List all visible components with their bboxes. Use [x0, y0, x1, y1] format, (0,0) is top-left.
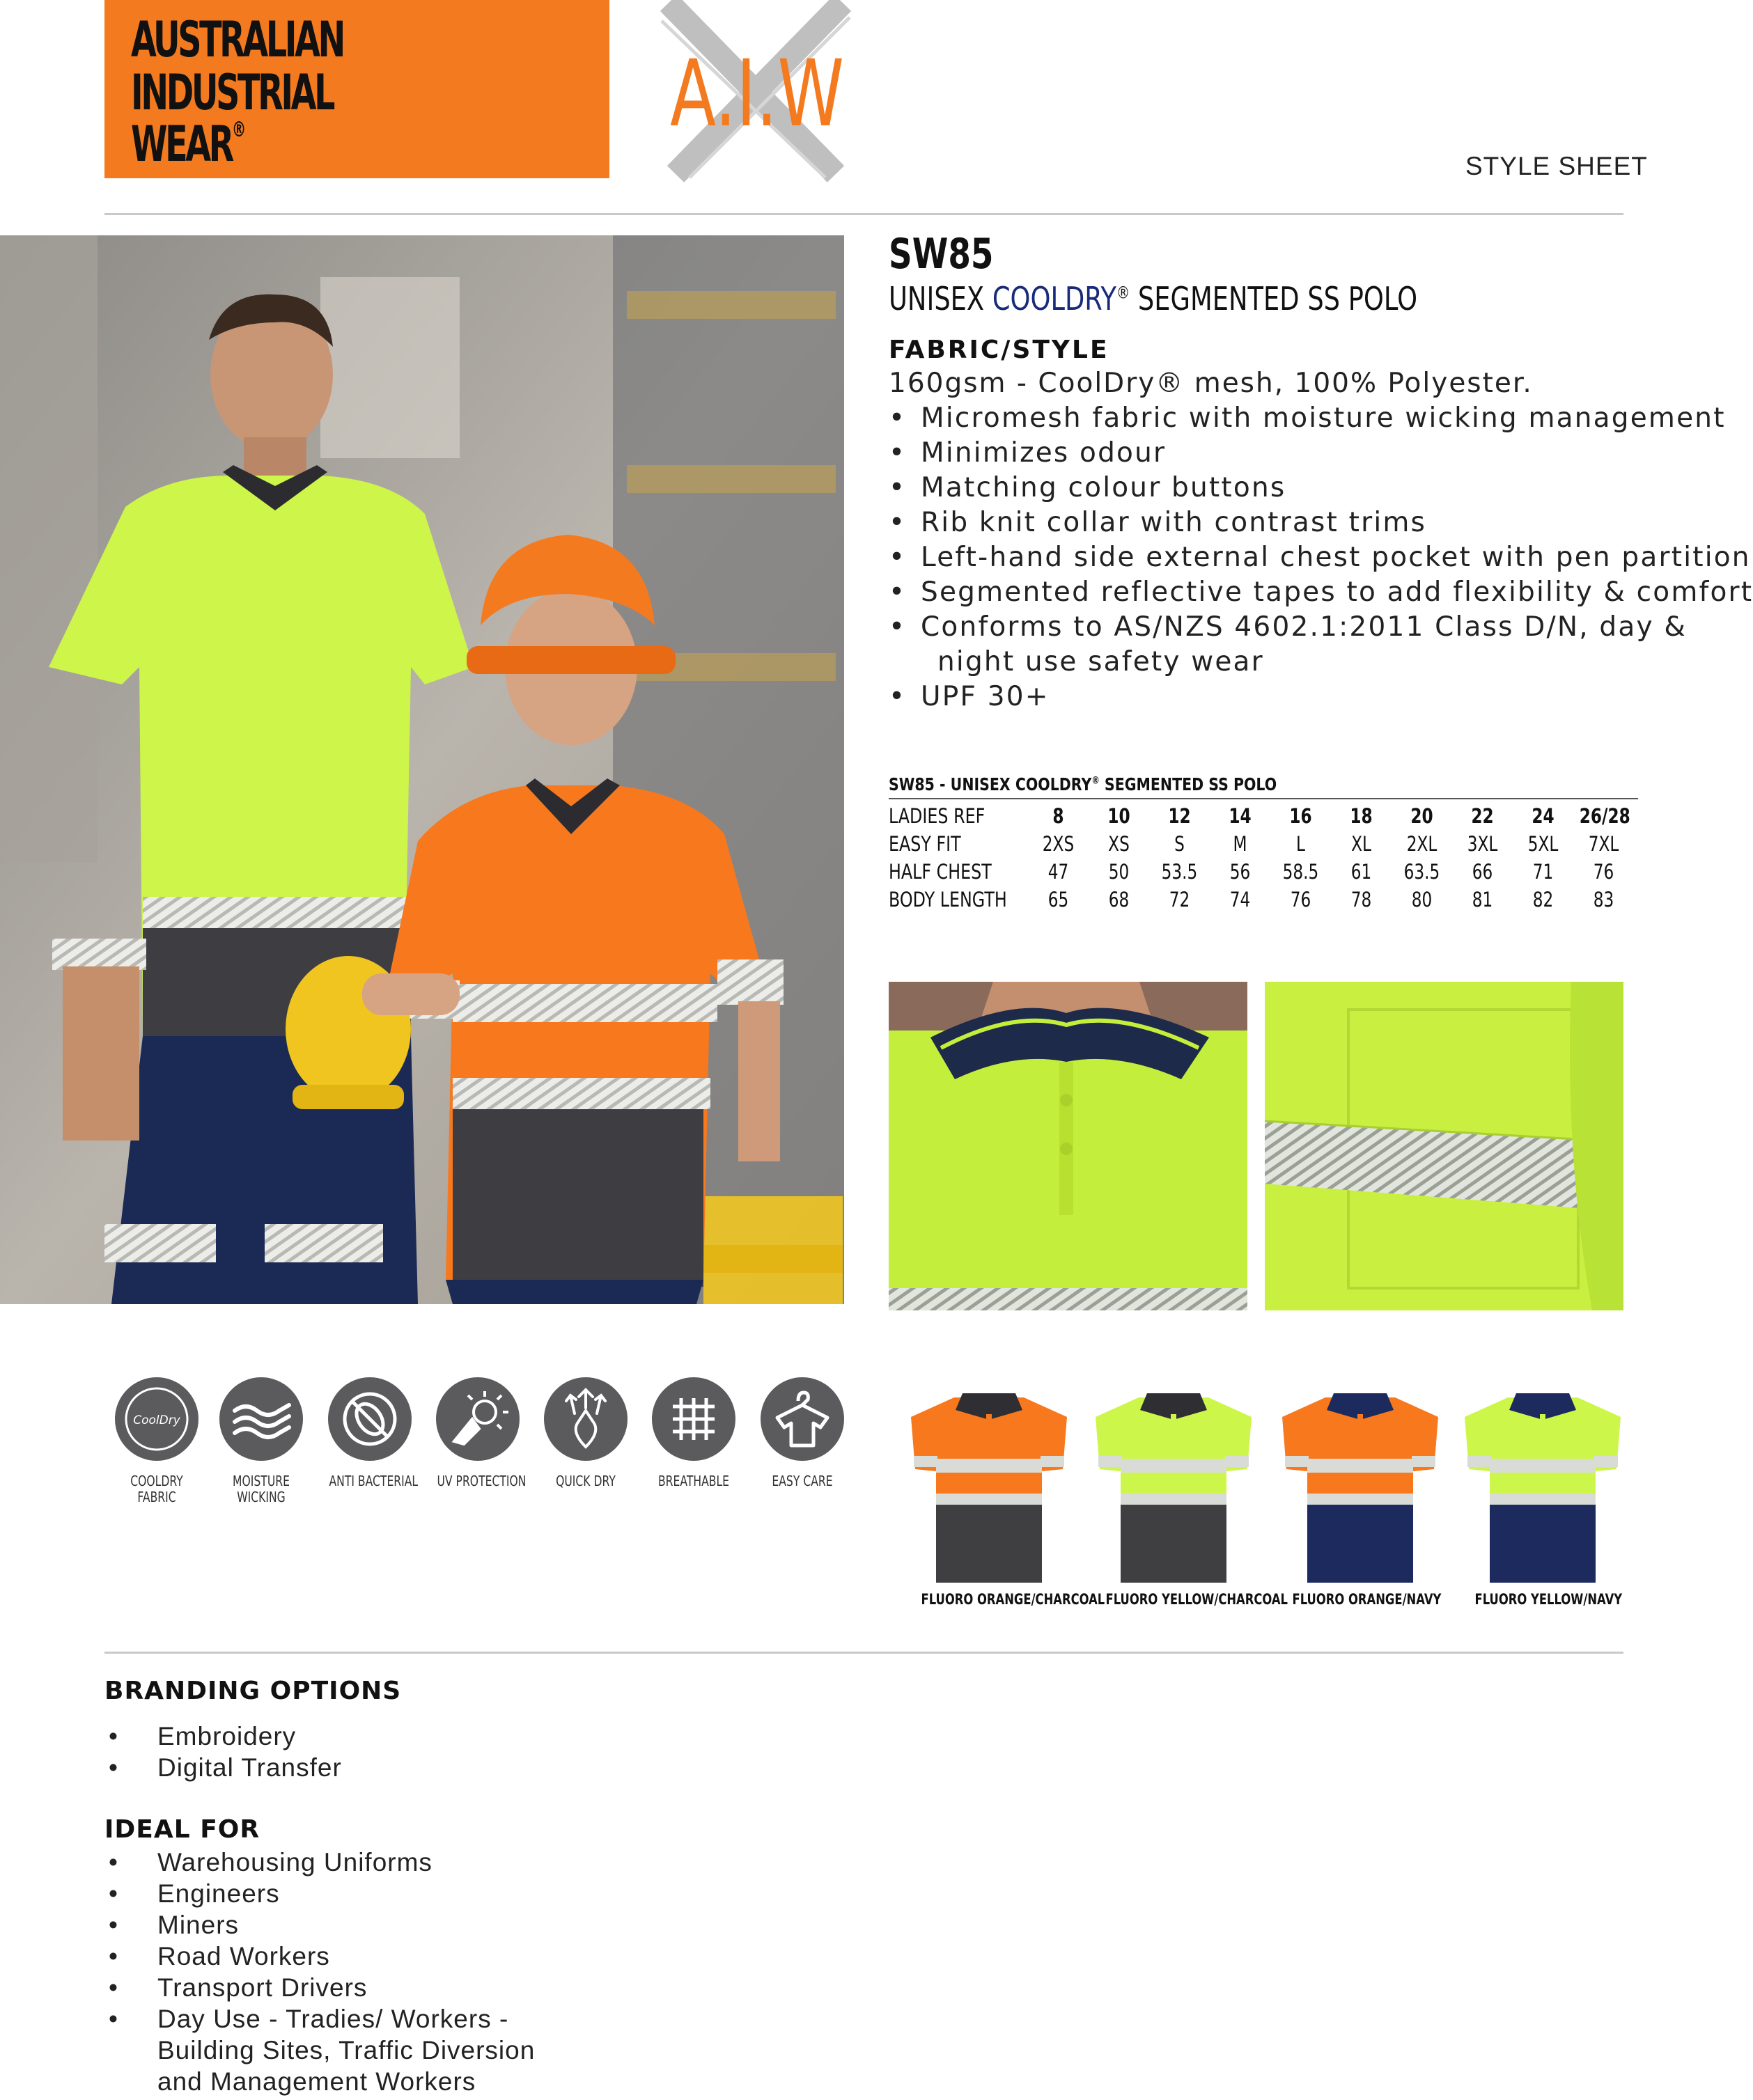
size-cell: S — [1174, 832, 1185, 856]
brand-line-2: INDUSTRIAL — [131, 64, 333, 121]
aiw-logo — [655, 0, 857, 181]
uv-protection-feature — [426, 1377, 530, 1489]
hero-photo — [0, 235, 844, 1304]
size-cell: 26/28 — [1579, 804, 1630, 828]
reflective-tape — [1307, 1494, 1413, 1505]
size-cell: 71 — [1532, 860, 1554, 884]
brand-logo-box — [104, 0, 609, 178]
size-cell: 58.5 — [1282, 860, 1319, 884]
anti-bacterial-feature — [318, 1377, 422, 1489]
fabric-description: 160gsm - CoolDry® mesh, 100% Polyester. — [889, 368, 1533, 399]
size-cell: 22 — [1471, 804, 1494, 828]
ideal-for-list — [104, 1847, 535, 2097]
size-cell: 74 — [1229, 888, 1251, 911]
colour-label: FLUORO ORANGE/NAVY — [1292, 1591, 1442, 1608]
size-cell: 14 — [1229, 804, 1252, 828]
placket — [1171, 1414, 1176, 1456]
size-cell: 76 — [1290, 888, 1311, 911]
size-cell: 65 — [1047, 888, 1069, 911]
branding-item: • Digital Transfer — [104, 1752, 342, 1783]
aiw-logo-text: A.I.W — [670, 40, 844, 148]
ideal-item: • Engineers — [104, 1878, 535, 1909]
sleeve-tape — [1285, 1456, 1309, 1467]
size-chart-rule — [889, 798, 1638, 799]
size-cell: L — [1296, 832, 1305, 856]
shirt-bottom — [1490, 1504, 1596, 1583]
size-chart-caption: SW85 - UNISEX COOLDRY® SEGMENTED SS POLO — [889, 774, 1277, 794]
size-row — [889, 830, 1638, 858]
ideal-item: • Transport Drivers — [104, 1972, 535, 2003]
size-cell: 50 — [1108, 860, 1130, 884]
size-cell: XS — [1108, 832, 1130, 856]
polo-shirt-image — [1459, 1389, 1626, 1584]
size-cell: 7XL — [1588, 832, 1619, 856]
size-cell: 82 — [1532, 888, 1554, 911]
sleeve-tape — [1098, 1456, 1122, 1467]
feature-item: • Rib knit collar with contrast trims — [889, 506, 1753, 540]
icon-label: COOLDRY FABRIC — [130, 1473, 183, 1505]
ideal-item: • Road Workers — [104, 1941, 535, 1972]
placket — [986, 1414, 992, 1456]
size-row — [889, 858, 1638, 886]
colour-label: FLUORO YELLOW/NAVY — [1474, 1591, 1623, 1608]
feature-item: • Micromesh fabric with moisture wicking management — [889, 401, 1753, 436]
size-chart — [889, 774, 1638, 914]
size-row-label: LADIES REF — [889, 804, 985, 828]
size-cell: 10 — [1107, 804, 1130, 828]
icon-label: QUICK DRY — [556, 1473, 616, 1489]
size-cell: 2XS — [1042, 832, 1075, 856]
anti-bacterial-icon — [328, 1377, 412, 1461]
size-cell: 61 — [1350, 860, 1372, 884]
footer-divider — [104, 1652, 1623, 1654]
feature-item: • Matching colour buttons — [889, 471, 1753, 506]
easy-care-icon — [761, 1377, 844, 1461]
size-cell: 68 — [1108, 888, 1130, 911]
size-cell: 24 — [1532, 804, 1555, 828]
feature-item: • Minimizes odour — [889, 436, 1753, 471]
cooldry-feature — [104, 1377, 209, 1505]
ideal-item: • Miners — [104, 1909, 535, 1941]
sleeve-tape — [1467, 1456, 1491, 1467]
size-cell: 47 — [1047, 860, 1069, 884]
colour-label: FLUORO YELLOW/CHARCOAL — [1105, 1591, 1288, 1608]
breathable-feature — [641, 1377, 746, 1489]
reflective-tape — [1490, 1494, 1596, 1505]
size-cell: 78 — [1350, 888, 1372, 911]
size-cell: 18 — [1350, 804, 1373, 828]
shirt-bottom — [936, 1504, 1042, 1583]
size-cell: 2XL — [1406, 832, 1438, 856]
header-divider — [104, 213, 1623, 215]
moisture-wicking-icon — [219, 1377, 303, 1461]
size-cell: M — [1233, 832, 1247, 856]
icon-label: ANTI BACTERIAL — [329, 1473, 419, 1489]
quick-dry-feature — [533, 1377, 638, 1489]
size-cell: 5XL — [1527, 832, 1559, 856]
branding-item: • Embroidery — [104, 1721, 342, 1752]
size-cell: XL — [1351, 832, 1371, 856]
colour-swatch — [902, 1389, 1105, 1608]
colour-label: FLUORO ORANGE/CHARCOAL — [921, 1591, 1105, 1608]
size-cell: 81 — [1472, 888, 1493, 911]
reflective-tape — [1490, 1459, 1596, 1473]
reflective-tape — [936, 1494, 1042, 1505]
size-cell: 83 — [1593, 888, 1614, 911]
uv-protection-icon — [436, 1377, 520, 1461]
placket — [1540, 1414, 1545, 1456]
icon-label: EASY CARE — [772, 1473, 833, 1489]
size-cell: 16 — [1289, 804, 1312, 828]
ideal-item-day-use: • Day Use - Tradies/ Workers - Building Sites, Traffic Diversion and Management Workers — [104, 2003, 535, 2097]
reflective-tape — [1307, 1459, 1413, 1473]
colour-swatch — [1456, 1389, 1630, 1608]
fabric-style-heading: FABRIC/STYLE — [889, 336, 1109, 364]
shirt-bottom — [1307, 1504, 1413, 1583]
branding-options-heading: BRANDING OPTIONS — [104, 1677, 402, 1705]
colour-swatch — [1086, 1389, 1288, 1608]
collar-detail-photo — [889, 982, 1247, 1310]
polo-shirt-image — [1277, 1389, 1444, 1584]
sleeve-tape — [1225, 1456, 1249, 1467]
size-cell: 20 — [1410, 804, 1433, 828]
brand-line-3: WEAR® — [131, 116, 247, 173]
cooldry-icon — [115, 1377, 198, 1461]
sleeve-tape — [1412, 1456, 1435, 1467]
product-name: UNISEX COOLDRY® SEGMENTED SS POLO — [889, 280, 1418, 318]
sleeve-tape — [914, 1456, 937, 1467]
size-cell: 63.5 — [1403, 860, 1440, 884]
feature-item: • Left-hand side external chest pocket with pen partition — [889, 540, 1753, 575]
icon-label: UV PROTECTION — [437, 1473, 527, 1489]
size-cell: 72 — [1169, 888, 1190, 911]
reflective-tape — [1121, 1459, 1226, 1473]
reflective-tape-detail-photo — [1265, 982, 1623, 1310]
breathable-icon — [652, 1377, 735, 1461]
icon-label: BREATHABLE — [657, 1473, 730, 1489]
colour-swatch — [1273, 1389, 1447, 1608]
size-cell: 53.5 — [1161, 860, 1198, 884]
size-row — [889, 886, 1638, 914]
moisture-wicking-feature — [209, 1377, 313, 1505]
feature-item: • Segmented reflective tapes to add flexibility & comfort — [889, 575, 1753, 610]
size-row-label: BODY LENGTH — [889, 888, 1007, 911]
size-cell: 8 — [1052, 804, 1064, 828]
size-cell: 56 — [1229, 860, 1251, 884]
ideal-for-heading: IDEAL FOR — [104, 1815, 260, 1844]
size-cell: 76 — [1593, 860, 1614, 884]
sleeve-tape — [1594, 1456, 1618, 1467]
placket — [1357, 1414, 1363, 1456]
quick-dry-icon — [544, 1377, 628, 1461]
feature-item-conforms: • Conforms to AS/NZS 4602.1:2011 Class D/N, day & night use safety wear — [889, 610, 1753, 680]
size-row-label: EASY FIT — [889, 832, 961, 856]
ideal-item: • Warehousing Uniforms — [104, 1847, 535, 1878]
style-sheet-label: STYLE SHEET — [1465, 152, 1648, 180]
size-cell: 12 — [1168, 804, 1191, 828]
shirt-bottom — [1121, 1504, 1226, 1583]
product-code: SW85 — [889, 230, 994, 279]
polo-shirt-image — [905, 1389, 1073, 1584]
cooldry-icon-text: CoolDry — [133, 1413, 180, 1427]
icon-label: MOISTURE WICKING — [233, 1473, 290, 1505]
size-row-label: HALF CHEST — [889, 860, 992, 884]
sleeve-tape — [1041, 1456, 1064, 1467]
easy-care-feature — [750, 1377, 855, 1489]
brand-line-1: AUSTRALIAN — [131, 11, 343, 68]
size-cell: 3XL — [1467, 832, 1498, 856]
branding-options-list — [104, 1721, 342, 1783]
size-row — [889, 802, 1638, 830]
cooldry-brand-text: COOLDRY — [992, 280, 1116, 318]
feature-item: • UPF 30+ — [889, 680, 1753, 714]
size-cell: 66 — [1472, 860, 1493, 884]
polo-shirt-image — [1090, 1389, 1257, 1584]
reflective-tape — [1121, 1494, 1226, 1505]
size-cell: 80 — [1411, 888, 1433, 911]
feature-list — [889, 401, 1753, 714]
reflective-tape — [936, 1459, 1042, 1473]
